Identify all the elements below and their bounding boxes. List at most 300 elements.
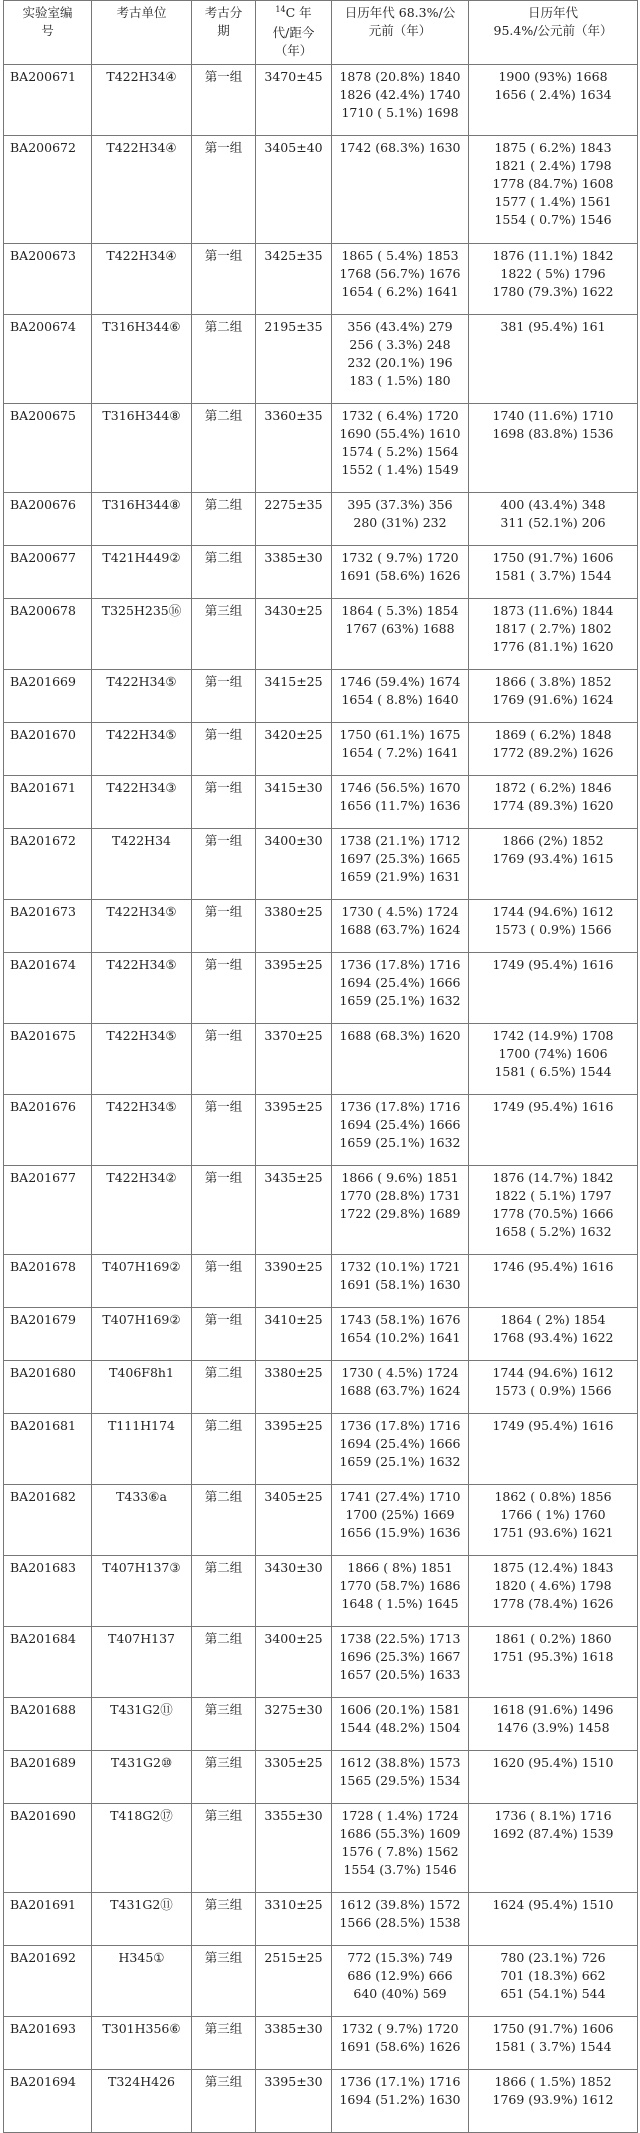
cal-68-cell-line: 232 (20.1%) 196 [347,355,453,370]
cal-95-cell-line: 1869 ( 6.2%) 1848 [494,727,612,742]
cal-95-cell-line: 1751 (93.6%) 1621 [492,1525,614,1540]
lab-id-cell: BA201683 [4,1556,92,1627]
cal-95-cell-line: 1766 ( 1%) 1760 [500,1507,606,1522]
cal-95-cell-line: 1742 (14.9%) 1708 [492,1028,614,1043]
unit-cell: T324H426 [92,2070,192,2133]
header-cal-68-line: 元前（年） [368,23,432,38]
c14-age-cell: 3410±25 [256,1308,332,1361]
header-cal-68-line: 日历年代 68.3%/公 [344,5,456,20]
cal-68-cell-line: 1736 (17.8%) 1716 [339,957,461,972]
cal-68-cell-line: 1696 (25.3%) 1667 [339,1649,461,1664]
cal-95-cell-line: 1875 ( 6.2%) 1843 [494,140,612,155]
unit-cell: T421H449② [92,546,192,599]
cal-68-cell-line: 356 (43.4%) 279 [347,319,453,334]
header-c14-age [256,1,332,65]
cal-95-cell [469,1946,638,2017]
cal-68-cell-line: 1866 ( 8%) 1851 [347,1560,453,1575]
cal-68-cell-line: 1576 ( 7.8%) 1562 [341,1844,459,1859]
phase-cell: 第三组 [192,599,256,670]
cal-95-cell-line: 1780 (79.3%) 1622 [492,284,614,299]
cal-95-cell-line: 1861 ( 0.2%) 1860 [494,1631,612,1646]
unit-cell: T418G2⑰ [92,1804,192,1893]
phase-cell: 第二组 [192,1361,256,1414]
phase-cell: 第一组 [192,776,256,829]
cal-95-cell [469,1414,638,1485]
header-c14-line: （年） [274,43,313,58]
cal-95-cell [469,1166,638,1255]
unit-cell: T406F8h1 [92,1361,192,1414]
cal-68-cell-line: 1659 (25.1%) 1632 [339,993,461,1008]
c14-age-cell: 3470±45 [256,65,332,136]
cal-68-cell-line: 1741 (27.4%) 1710 [339,1489,461,1504]
cal-68-cell [332,723,469,776]
cal-68-cell [332,1095,469,1166]
cal-68-cell-line: 1648 ( 1.5%) 1645 [341,1596,459,1611]
cal-68-cell-line: 1654 ( 6.2%) 1641 [341,284,459,299]
cal-95-cell [469,244,638,315]
unit-cell: T316H344⑧ [92,493,192,546]
header-phase-line: 考古分 [204,5,243,20]
c14-age-cell: 3360±35 [256,404,332,493]
c14-age-cell: 3400±25 [256,1627,332,1698]
cal-95-cell-line: 1822 ( 5%) 1796 [500,266,606,281]
lab-id-cell: BA201692 [4,1946,92,2017]
unit-cell: T422H34③ [92,776,192,829]
cal-95-cell [469,404,638,493]
cal-95-cell-line: 1774 (89.3%) 1620 [492,798,614,813]
phase-cell: 第一组 [192,1255,256,1308]
cal-95-cell-line: 1581 ( 6.5%) 1544 [494,1064,612,1079]
cal-95-cell-line: 1573 ( 0.9%) 1566 [494,1383,612,1398]
phase-cell: 第一组 [192,953,256,1024]
c14-superscript: 14 [275,5,286,14]
cal-95-cell [469,1255,638,1308]
cal-95-cell [469,1627,638,1698]
c14-age-cell: 3385±30 [256,2017,332,2070]
header-phase [192,1,256,65]
cal-95-cell [469,1485,638,1556]
lab-id-cell: BA201674 [4,953,92,1024]
c14-age-cell: 3430±25 [256,599,332,670]
lab-id-cell: BA201675 [4,1024,92,1095]
table-row [4,1556,638,1627]
cal-68-cell [332,1485,469,1556]
phase-cell: 第三组 [192,1946,256,2017]
cal-95-cell-line: 1876 (11.1%) 1842 [492,248,614,263]
unit-cell: T422H34④ [92,244,192,315]
cal-68-cell-line: 1688 (63.7%) 1624 [339,1383,461,1398]
phase-cell: 第三组 [192,1804,256,1893]
cal-68-cell-line: 1612 (39.8%) 1572 [339,1897,461,1912]
cal-95-cell-line: 1778 (78.4%) 1626 [492,1596,614,1611]
lab-id-cell: BA201671 [4,776,92,829]
header-unit [92,1,192,65]
table-row [4,2017,638,2070]
cal-95-cell [469,1556,638,1627]
table-row [4,670,638,723]
cal-95-cell [469,1308,638,1361]
phase-cell: 第三组 [192,2070,256,2133]
cal-95-cell-line: 1866 ( 3.8%) 1852 [494,674,612,689]
lab-id-cell: BA201677 [4,1166,92,1255]
unit-cell: T407H169② [92,1308,192,1361]
unit-cell: T422H34④ [92,65,192,136]
cal-95-cell-line: 1577 ( 1.4%) 1561 [494,194,612,209]
table-row [4,1414,638,1485]
cal-95-cell [469,1361,638,1414]
cal-68-cell-line: 1700 (25%) 1669 [345,1507,455,1522]
cal-68-cell-line: 280 (31%) 232 [353,515,447,530]
cal-68-cell-line: 1694 (51.2%) 1630 [339,2092,461,2107]
unit-cell: T431G2⑩ [92,1751,192,1804]
cal-95-cell-line: 651 (54.1%) 544 [500,1986,606,2001]
cal-68-cell [332,1804,469,1893]
cal-68-cell [332,1893,469,1946]
cal-68-cell [332,900,469,953]
cal-68-cell [332,599,469,670]
lab-id-cell: BA200672 [4,136,92,244]
cal-95-cell [469,670,638,723]
phase-cell: 第一组 [192,723,256,776]
unit-cell: T431G2⑪ [92,1698,192,1751]
cal-95-cell-line: 1700 (74%) 1606 [498,1046,608,1061]
c14-age-cell: 3395±25 [256,1414,332,1485]
lab-id-cell: BA200673 [4,244,92,315]
cal-95-cell-line: 701 (18.3%) 662 [500,1968,606,1983]
cal-95-cell-line: 1744 (94.6%) 1612 [492,1365,614,1380]
cal-68-cell-line: 1659 (25.1%) 1632 [339,1135,461,1150]
cal-95-cell-line: 1624 (95.4%) 1510 [492,1897,614,1912]
phase-cell: 第二组 [192,1556,256,1627]
cal-68-cell-line: 1659 (21.9%) 1631 [339,869,461,884]
radiocarbon-dates-table [3,0,638,2133]
cal-68-cell-line: 1656 (15.9%) 1636 [339,1525,461,1540]
cal-95-cell-line: 1866 (2%) 1852 [502,833,604,848]
cal-95-cell-line: 1698 (83.8%) 1536 [492,426,614,441]
cal-68-cell [332,546,469,599]
table-row [4,1698,638,1751]
cal-68-cell [332,1946,469,2017]
cal-68-cell-line: 1732 ( 9.7%) 1720 [341,550,459,565]
table-row [4,1946,638,2017]
cal-95-cell [469,2070,638,2133]
cal-95-cell [469,1751,638,1804]
cal-95-cell-line: 1872 ( 6.2%) 1846 [494,780,612,795]
cal-95-cell [469,599,638,670]
lab-id-cell: BA200676 [4,493,92,546]
unit-cell: T422H34⑤ [92,953,192,1024]
cal-68-cell [332,244,469,315]
unit-cell: T422H34② [92,1166,192,1255]
cal-68-cell-line: 1878 (20.8%) 1840 [339,69,461,84]
cal-68-cell-line: 1770 (58.7%) 1686 [339,1578,461,1593]
cal-68-cell [332,1255,469,1308]
cal-68-cell [332,670,469,723]
table-row [4,493,638,546]
cal-95-cell-line: 1875 (12.4%) 1843 [492,1560,614,1575]
table-row [4,2070,638,2133]
phase-cell: 第三组 [192,1893,256,1946]
header-phase-line: 期 [217,23,230,38]
table-row [4,953,638,1024]
cal-68-cell [332,1556,469,1627]
c14-age-cell: 3380±25 [256,1361,332,1414]
cal-95-cell [469,1024,638,1095]
cal-68-cell [332,65,469,136]
c14-age-cell: 3425±35 [256,244,332,315]
cal-68-cell-line: 1732 (10.1%) 1721 [339,1259,461,1274]
lab-id-cell: BA200678 [4,599,92,670]
c14-age-cell: 3370±25 [256,1024,332,1095]
cal-95-cell-line: 1736 ( 8.1%) 1716 [494,1808,612,1823]
phase-cell: 第三组 [192,1698,256,1751]
cal-68-cell-line: 1770 (28.8%) 1731 [339,1188,461,1203]
unit-cell: T407H137 [92,1627,192,1698]
cal-68-cell-line: 1656 (11.7%) 1636 [339,798,461,813]
cal-95-cell-line: 1769 (93.4%) 1615 [492,851,614,866]
cal-95-cell-line: 1581 ( 3.7%) 1544 [494,568,612,583]
cal-68-cell-line: 1691 (58.1%) 1630 [339,1277,461,1292]
cal-68-cell-line: 1722 (29.8%) 1689 [339,1206,461,1221]
cal-68-cell-line: 1694 (25.4%) 1666 [339,1117,461,1132]
lab-id-cell: BA201673 [4,900,92,953]
header-c14-text: C 年 [285,5,312,20]
cal-68-cell-line: 1742 (68.3%) 1630 [339,140,461,155]
lab-id-cell: BA201690 [4,1804,92,1893]
cal-68-cell-line: 1864 ( 5.3%) 1854 [341,603,459,618]
lab-id-cell: BA201672 [4,829,92,900]
unit-cell: T422H34⑤ [92,900,192,953]
phase-cell: 第二组 [192,315,256,404]
cal-68-cell-line: 1552 ( 1.4%) 1549 [341,462,459,477]
cal-68-cell [332,953,469,1024]
unit-cell: T301H356⑥ [92,2017,192,2070]
phase-cell: 第一组 [192,829,256,900]
unit-cell: T422H34⑤ [92,670,192,723]
cal-95-cell-line: 1620 (95.4%) 1510 [492,1755,614,1770]
cal-68-cell-line: 1691 (58.6%) 1626 [339,2039,461,2054]
table-row [4,546,638,599]
header-c14-line [259,4,328,24]
cal-68-cell [332,404,469,493]
cal-68-cell-line: 1694 (25.4%) 1666 [339,975,461,990]
header-c14-line: 代/距今 [272,25,315,40]
cal-68-cell-line: 183 ( 1.5%) 180 [349,373,451,388]
unit-cell: T422H34⑤ [92,723,192,776]
cal-95-cell-line: 1573 ( 0.9%) 1566 [494,922,612,937]
cal-95-cell-line: 1817 ( 2.7%) 1802 [494,621,612,636]
cal-68-cell-line: 1736 (17.1%) 1716 [339,2074,461,2089]
cal-68-cell-line: 1554 (3.7%) 1546 [343,1862,457,1877]
c14-age-cell: 3405±40 [256,136,332,244]
cal-68-cell-line: 1612 (38.8%) 1573 [339,1755,461,1770]
c14-age-cell: 2195±35 [256,315,332,404]
cal-68-cell-line: 1738 (22.5%) 1713 [339,1631,461,1646]
table-row [4,900,638,953]
cal-68-cell-line: 1732 ( 6.4%) 1720 [341,408,459,423]
cal-68-cell-line: 1606 (20.1%) 1581 [339,1702,461,1717]
cal-95-cell-line: 1778 (84.7%) 1608 [492,176,614,191]
cal-68-cell-line: 1694 (25.4%) 1666 [339,1436,461,1451]
unit-cell: T422H34⑤ [92,1024,192,1095]
table-row [4,599,638,670]
table-row [4,723,638,776]
phase-cell: 第一组 [192,1166,256,1255]
cal-68-cell-line: 1746 (56.5%) 1670 [339,780,461,795]
lab-id-cell: BA201679 [4,1308,92,1361]
lab-id-cell: BA201676 [4,1095,92,1166]
cal-68-cell-line: 256 ( 3.3%) 248 [349,337,451,352]
cal-95-cell [469,1095,638,1166]
cal-68-cell-line: 1565 (29.5%) 1534 [339,1773,461,1788]
cal-68-cell-line: 1688 (63.7%) 1624 [339,922,461,937]
cal-95-cell [469,1698,638,1751]
cal-68-cell [332,829,469,900]
table-row [4,1361,638,1414]
phase-cell: 第一组 [192,1308,256,1361]
cal-68-cell-line: 1659 (25.1%) 1632 [339,1454,461,1469]
cal-95-cell [469,493,638,546]
cal-95-cell [469,65,638,136]
cal-95-cell-line: 1581 ( 3.7%) 1544 [494,2039,612,2054]
cal-68-cell-line: 1730 ( 4.5%) 1724 [341,1365,459,1380]
unit-cell: T431G2⑪ [92,1893,192,1946]
cal-95-cell-line: 400 (43.4%) 348 [500,497,606,512]
table-row [4,1627,638,1698]
cal-68-cell-line: 1826 (42.4%) 1740 [339,87,461,102]
table-row [4,315,638,404]
cal-68-cell [332,1627,469,1698]
cal-68-cell [332,776,469,829]
unit-cell: H345① [92,1946,192,2017]
cal-68-cell-line: 686 (12.9%) 666 [347,1968,453,1983]
lab-id-cell: BA201693 [4,2017,92,2070]
c14-age-cell: 3305±25 [256,1751,332,1804]
cal-95-cell [469,776,638,829]
cal-68-cell-line: 1767 (63%) 1688 [345,621,455,636]
cal-68-cell-line: 1686 (55.3%) 1609 [339,1826,461,1841]
phase-cell: 第二组 [192,1414,256,1485]
cal-68-cell [332,136,469,244]
c14-age-cell: 2275±35 [256,493,332,546]
cal-95-cell-line: 1656 ( 2.4%) 1634 [494,87,612,102]
cal-95-cell-line: 1749 (95.4%) 1616 [492,1418,614,1433]
lab-id-cell: BA201669 [4,670,92,723]
cal-68-cell-line: 1574 ( 5.2%) 1564 [341,444,459,459]
cal-95-cell-line: 1772 (89.2%) 1626 [492,745,614,760]
c14-age-cell: 3395±25 [256,1095,332,1166]
cal-68-cell [332,2017,469,2070]
cal-68-cell-line: 395 (37.3%) 356 [347,497,453,512]
c14-age-cell: 3310±25 [256,1893,332,1946]
cal-68-cell-line: 1688 (68.3%) 1620 [339,1028,461,1043]
c14-age-cell: 3395±25 [256,953,332,1024]
phase-cell: 第二组 [192,1485,256,1556]
table-body [4,65,638,2133]
cal-68-cell-line: 1746 (59.4%) 1674 [339,674,461,689]
table-row [4,244,638,315]
cal-95-cell [469,1893,638,1946]
cal-68-cell [332,493,469,546]
cal-68-cell [332,315,469,404]
c14-age-cell: 3415±25 [256,670,332,723]
cal-68-cell [332,1166,469,1255]
phase-cell: 第一组 [192,244,256,315]
cal-95-cell-line: 1751 (95.3%) 1618 [492,1649,614,1664]
cal-95-cell [469,2017,638,2070]
cal-95-cell [469,315,638,404]
cal-95-cell [469,136,638,244]
cal-95-cell-line: 1658 ( 5.2%) 1632 [494,1224,612,1239]
lab-id-cell: BA201691 [4,1893,92,1946]
cal-95-cell [469,546,638,599]
phase-cell: 第一组 [192,65,256,136]
cal-68-cell-line: 1690 (55.4%) 1610 [339,426,461,441]
cal-68-cell-line: 772 (15.3%) 749 [347,1950,453,1965]
cal-68-cell-line: 1866 ( 9.6%) 1851 [341,1170,459,1185]
cal-95-cell-line: 1744 (94.6%) 1612 [492,904,614,919]
cal-95-cell-line: 1749 (95.4%) 1616 [492,957,614,972]
cal-95-cell [469,829,638,900]
lab-id-cell: BA201678 [4,1255,92,1308]
table-row [4,1308,638,1361]
cal-68-cell-line: 640 (40%) 569 [353,1986,447,2001]
table-row [4,1751,638,1804]
cal-95-cell-line: 1554 ( 0.7%) 1546 [494,212,612,227]
table-row [4,65,638,136]
phase-cell: 第三组 [192,2017,256,2070]
lab-id-cell: BA201682 [4,1485,92,1556]
cal-95-cell-line: 1821 ( 2.4%) 1798 [494,158,612,173]
header-cal-95-line: 日历年代 [527,5,578,20]
cal-95-cell-line: 1692 (87.4%) 1539 [492,1826,614,1841]
table-row [4,776,638,829]
table-row [4,1804,638,1893]
cal-68-cell-line: 1691 (58.6%) 1626 [339,568,461,583]
cal-68-cell-line: 1743 (58.1%) 1676 [339,1312,461,1327]
lab-id-cell: BA201680 [4,1361,92,1414]
cal-95-cell-line: 1873 (11.6%) 1844 [492,603,614,618]
cal-68-cell-line: 1657 (20.5%) 1633 [339,1667,461,1682]
cal-95-cell-line: 1862 ( 0.8%) 1856 [494,1489,612,1504]
phase-cell: 第一组 [192,136,256,244]
lab-id-cell: BA200674 [4,315,92,404]
c14-age-cell: 3415±30 [256,776,332,829]
lab-id-cell: BA200671 [4,65,92,136]
cal-95-cell [469,723,638,776]
header-lab-id-line: 实验室编 [22,5,73,20]
cal-95-cell-line: 1864 ( 2%) 1854 [500,1312,606,1327]
cal-95-cell-line: 1776 (81.1%) 1620 [492,639,614,654]
cal-68-cell-line: 1730 ( 4.5%) 1724 [341,904,459,919]
table-row [4,136,638,244]
lab-id-cell: BA201688 [4,1698,92,1751]
cal-95-cell-line: 1746 (95.4%) 1616 [492,1259,614,1274]
cal-68-cell [332,1361,469,1414]
c14-age-cell: 3355±30 [256,1804,332,1893]
cal-95-cell-line: 1778 (70.5%) 1666 [492,1206,614,1221]
phase-cell: 第一组 [192,900,256,953]
phase-cell: 第一组 [192,670,256,723]
phase-cell: 第二组 [192,1627,256,1698]
cal-68-cell-line: 1544 (48.2%) 1504 [339,1720,461,1735]
cal-95-cell-line: 1618 (91.6%) 1496 [492,1702,614,1717]
cal-68-cell [332,1308,469,1361]
unit-cell: T325H235⑯ [92,599,192,670]
unit-cell: T316H344⑥ [92,315,192,404]
header-lab-id [4,1,92,65]
cal-95-cell-line: 1820 ( 4.6%) 1798 [494,1578,612,1593]
